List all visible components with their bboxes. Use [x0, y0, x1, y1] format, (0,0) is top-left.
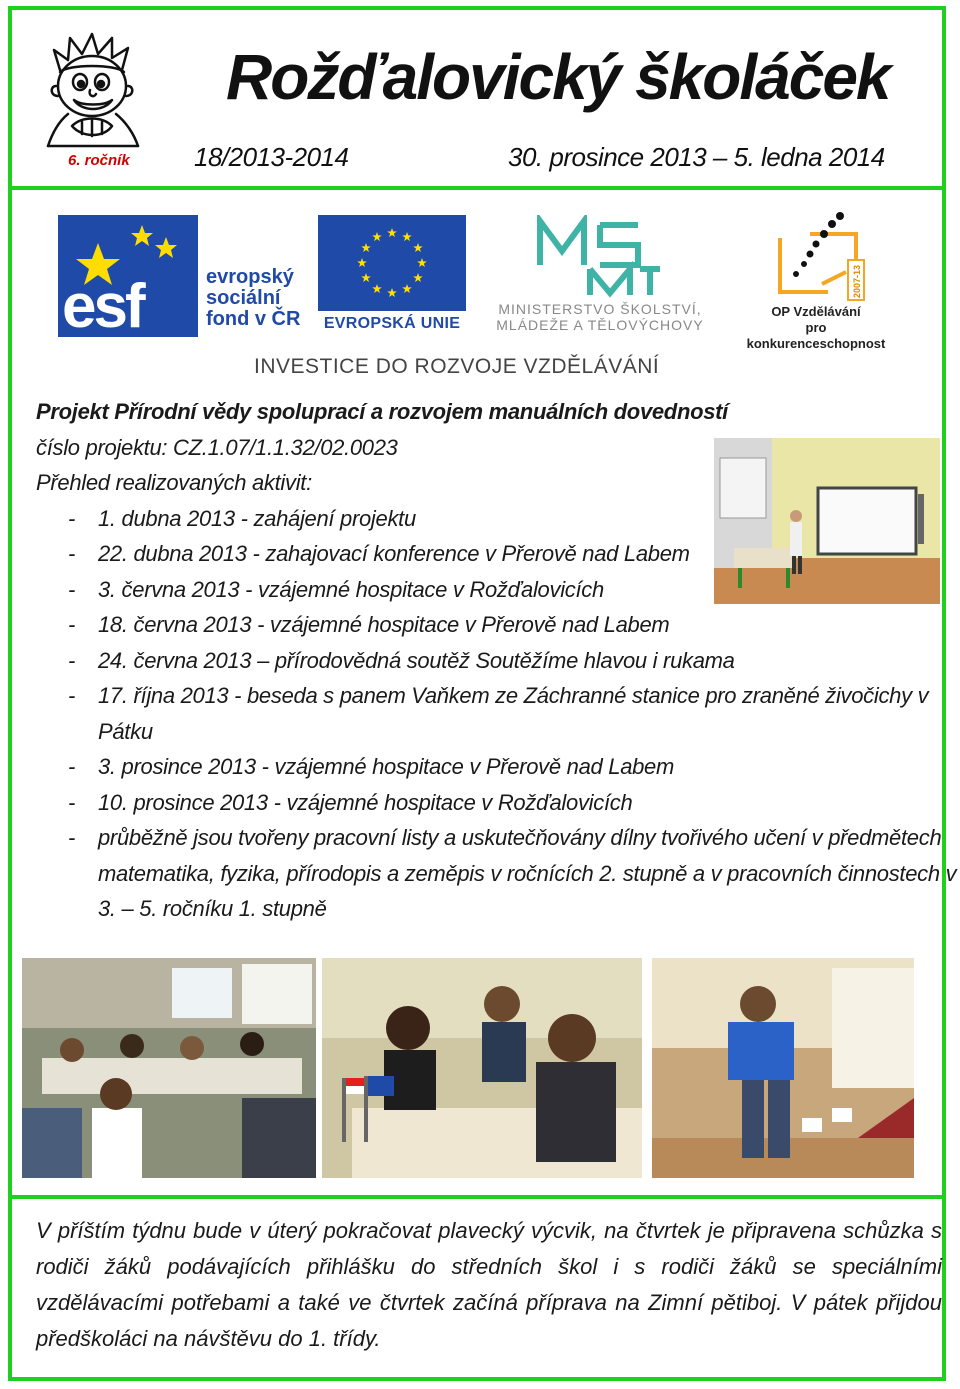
esf-mark-icon — [58, 215, 198, 337]
list-item: - 17. října 2013 - beseda s panem Vaňkem ze Záchranné stanice pro zraněné živočichy v Pátku — [36, 678, 958, 749]
list-item: - 22. dubna 2013 - zahajovací konference v Přerově nad Labem — [36, 536, 718, 572]
op-mark-icon — [736, 212, 896, 304]
classroom-group-photo — [22, 958, 316, 1178]
activities-heading: Přehled realizovaných aktivit: — [36, 470, 312, 495]
issue-number: 18/2013-2014 — [194, 142, 349, 172]
activities-list — [36, 501, 957, 927]
list-item: - 24. června 2013 – přírodovědná soutěž Soutěžíme hlavou i rukama — [36, 643, 946, 679]
eu-text: EVROPSKÁ UNIE — [323, 315, 461, 332]
list-item: - 18. června 2013 - vzájemné hospitace v Přerově nad Labem — [36, 607, 946, 643]
esf-logo — [58, 215, 308, 337]
list-item: - 10. prosince 2013 - vzájemné hospitace v Rožďalovicích — [36, 785, 946, 821]
students-hallway-photo — [652, 958, 914, 1178]
esf-text-line-3: fond v ČR — [206, 308, 301, 330]
op-text-line-2: pro konkurenceschopnost — [746, 320, 886, 351]
esf-text-line-2: sociální — [206, 287, 281, 309]
mascot-boy-icon — [38, 30, 148, 148]
list-item: - průběžně jsou tvořeny pracovní listy a uskutečňovány dílny tvořivého učení v předmětech matematika, fyzika, přírodopis a zeměpis v ročnících 2. stupně a v pracovních činnostech v 3. – 5. ročníku 1. stupně — [36, 820, 958, 927]
msmt-mark-icon — [474, 215, 726, 299]
header-divider — [8, 186, 946, 190]
list-item: - 1. dubna 2013 - zahájení projektu — [36, 501, 946, 537]
msmt-logo — [474, 215, 726, 337]
students-eu-flag-photo — [322, 958, 642, 1178]
esf-text-line-1: evropský — [206, 266, 294, 288]
footer-divider — [8, 1195, 946, 1199]
eu-flag-icon — [318, 215, 466, 311]
newsletter-title: Rožďalovický školáček — [226, 41, 890, 113]
list-item: - 3. června 2013 - vzájemné hospitace v Rožďalovicích — [36, 572, 946, 608]
msmt-text-line-2: MLÁDEŽE A TĚLOVÝCHOVY — [496, 317, 704, 333]
esf-mark-text: esf — [62, 272, 143, 337]
investment-banner: INVESTICE DO ROZVOJE VZDĚLÁVÁNÍ — [254, 355, 660, 378]
footer-announcement: V příštím týdnu bude v úterý pokračovat plavecký výcvik, na čtvrtek je připravena schůzka s rodiči žáků podávajících přihlášku do středních škol i s rodiči žáků se speciálními vzdělávacími potřebami a také ve čtvrtek začíná příprava na Zimní pětiboj. V pátek přijdou předškoláci na návštěvu do 1. třídy. — [36, 1218, 942, 1351]
op-logo — [736, 212, 896, 351]
msmt-text-line-1: MINISTERSTVO ŠKOLSTVÍ, — [498, 301, 702, 317]
issue-dates: 30. prosince 2013 – 5. ledna 2014 — [508, 142, 885, 172]
project-section — [36, 394, 957, 927]
op-text-line-1: OP Vzdělávání — [771, 304, 861, 319]
list-item: - 3. prosince 2013 - vzájemné hospitace v Přerově nad Labem — [36, 749, 946, 785]
eu-logo — [318, 215, 466, 337]
op-years-text: 2007-13 — [852, 264, 862, 298]
grade-label: 6. ročník — [68, 152, 130, 169]
project-number: číslo projektu: CZ.1.07/1.1.32/02.0023 — [36, 434, 398, 460]
project-title: Projekt Přírodní vědy spoluprací a rozvojem manuálních dovedností — [36, 399, 728, 424]
